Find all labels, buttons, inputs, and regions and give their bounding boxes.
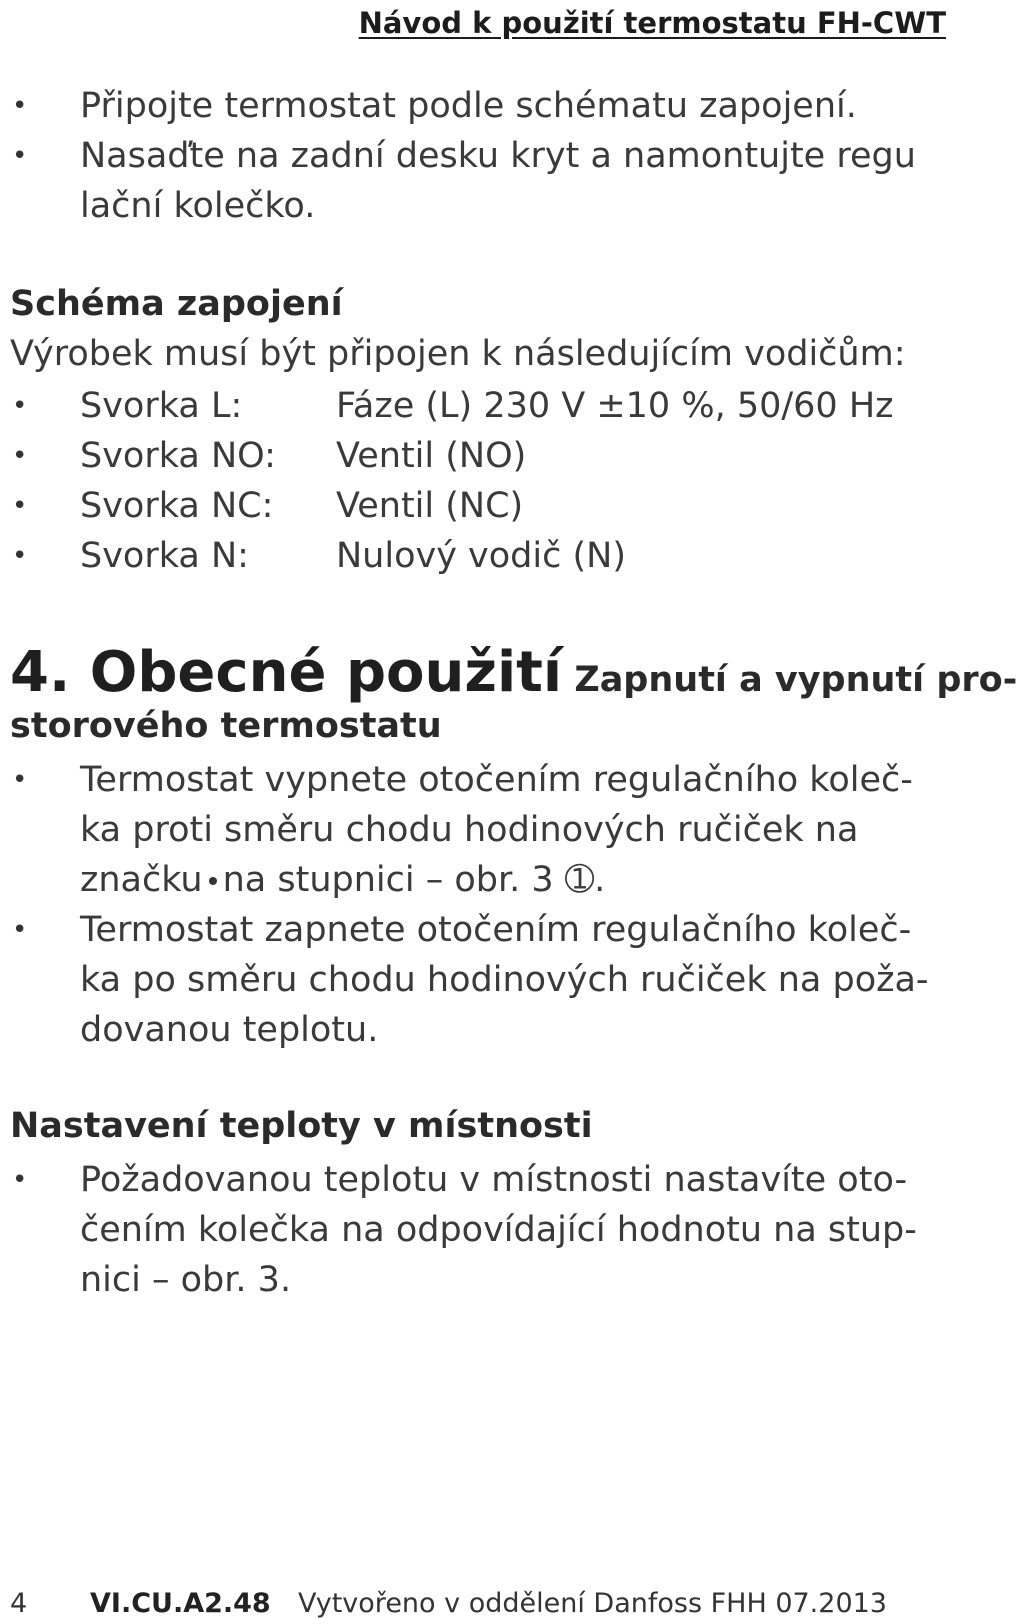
off-mark-icon bbox=[209, 877, 217, 885]
document-code: VI.CU.A2.48 bbox=[90, 1588, 271, 1619]
footer-note: Vytvořeno v oddělení Danfoss FHH 07.2013 bbox=[298, 1588, 887, 1619]
bullet-icon: • bbox=[12, 765, 28, 795]
section-4-subtitle: Zapnutí a vypnutí pro- bbox=[574, 660, 1017, 700]
bullet-icon: • bbox=[12, 541, 28, 571]
temp-heading: Nastavení teploty v místnosti bbox=[10, 1106, 593, 1146]
section-4-heading bbox=[10, 640, 1017, 705]
wiring-intro: Výrobek musí být připojen k následujícím vodičům: bbox=[10, 334, 906, 374]
document-title: Návod k použití termostatu FH-CWT bbox=[358, 6, 946, 40]
bullet-icon: • bbox=[12, 1165, 28, 1195]
section-4-subtitle-cont: storového termostatu bbox=[10, 706, 442, 746]
bullet-icon: • bbox=[12, 141, 28, 171]
section-4-title: 4. Obecné použití bbox=[10, 640, 563, 705]
bullet-icon: • bbox=[12, 491, 28, 521]
bullet-icon: • bbox=[12, 441, 28, 471]
bullet-icon: • bbox=[12, 91, 28, 121]
bullet-icon: • bbox=[12, 391, 28, 421]
wiring-heading: Schéma zapojení bbox=[10, 284, 343, 324]
page-number: 4 bbox=[10, 1588, 28, 1619]
bullet-icon: • bbox=[12, 915, 28, 945]
